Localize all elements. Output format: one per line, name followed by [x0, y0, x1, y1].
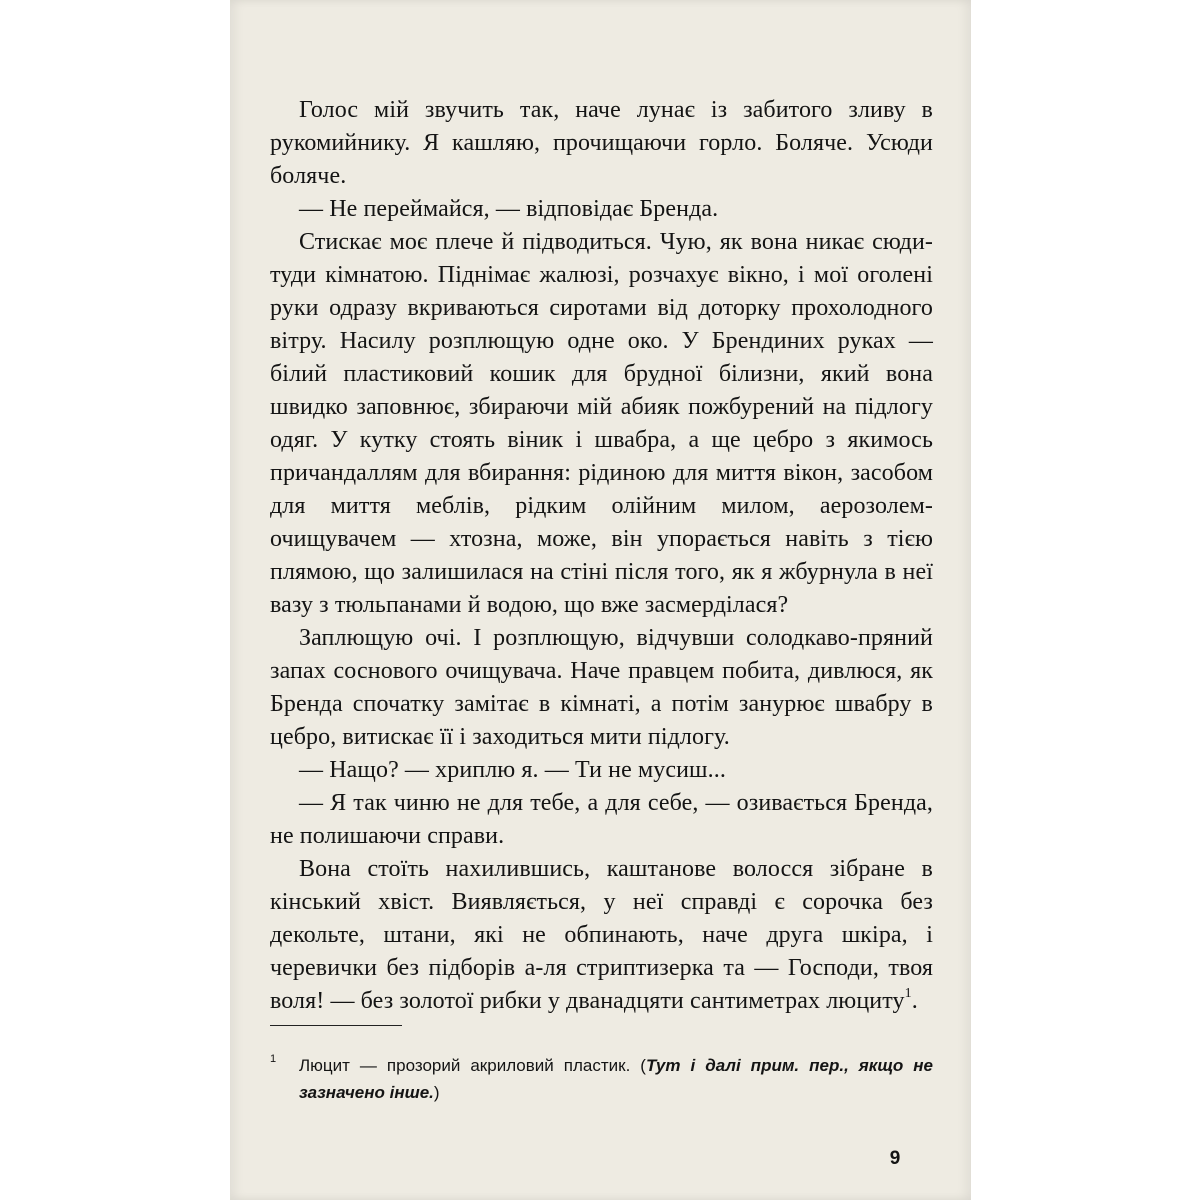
footnote-divider — [270, 1025, 402, 1026]
footnote-italic-note: Тут і далі прим. пер., якщо не зазначено інше. — [299, 1056, 934, 1102]
paragraph-5: — Нащо? — хриплю я. — Ти не мусиш... — [299, 757, 726, 783]
paragraph-7-text: Вона стоїть нахилившись, каштанове волосся зібране в кінський хвіст. Виявляється, у неї справді є сорочка без декольте, штани, які не обпинають, наче друга шкіра, і черевички без підборів а-ля стриптизерка та — Господи, твоя воля! — без золотої рибки у дванадцяти сантиметрах люциту — [270, 856, 933, 1014]
book-page — [230, 0, 971, 1200]
footnote-reference: 1 — [904, 986, 912, 1001]
paragraph-1: Голос мій звучить так, наче лунає із забитого зливу в рукомийнику. Я кашляю, прочищаючи горло. Боляче. Усюди боляче. — [270, 97, 933, 189]
footnote-text — [299, 1052, 933, 1106]
page-number: 9 — [889, 1148, 901, 1169]
body-text — [270, 94, 933, 1018]
paragraph-3: Стискає моє плече й підводиться. Чую, як вона никає сюди-туди кімнатою. Піднімає жалюзі, розчахує вікно, і мої оголені руки одразу вкриваються сиротами від доторку прохолодного вітру. Насилу розплющую одне око. У Брендиних руках — білий пластиковий кошик для брудної білизни, який вона швидко заповнює, збираючи мій абияк пожбурений на підлогу одяг. У кутку стоять віник і швабра, а ще цебро з якимось причандаллям для вбирання: рідиною для миття вікон, засобом для миття меблів, рідким олійним милом, аерозолем-очищувачем — хтозна, може, він упорається навіть з тією плямою, що залишилася на стіні після того, як я жбурнула в неї вазу з тюльпанами й водою, що вже засмерділася? — [270, 229, 933, 618]
paragraph-4: Заплющую очі. І розплющую, відчувши солодкаво-пряний запах соснового очищувача. Наче правцем побита, дивлюся, як Бренда спочатку замітає в кімнаті, а потім занурює швабру в цебро, витискає її і заходиться мити підлогу. — [270, 625, 933, 750]
footnote-mark: 1 — [270, 1053, 277, 1065]
paragraph-2: — Не переймайся, — відповідає Бренда. — [299, 196, 719, 222]
paragraph-6: — Я так чиню не для тебе, а для себе, — озивається Бренда, не полишаючи справи. — [270, 790, 933, 849]
footnote-close-paren: ) — [433, 1083, 440, 1102]
paragraph-7: Вона стоїть нахилившись, каштанове волосся зібране в кінський хвіст. Виявляється, у неї справді є сорочка без декольте, штани, які не обпинають, наче друга шкіра, і черевички без підборів а-ля стриптизерка та — Господи, твоя воля! — без золотої рибки у дванадцяти сантиметрах люциту$^1$. — [270, 856, 933, 1014]
footnote — [270, 1052, 933, 1106]
footnote-main-text: Люцит — прозорий акриловий пластик. ( — [299, 1056, 646, 1075]
